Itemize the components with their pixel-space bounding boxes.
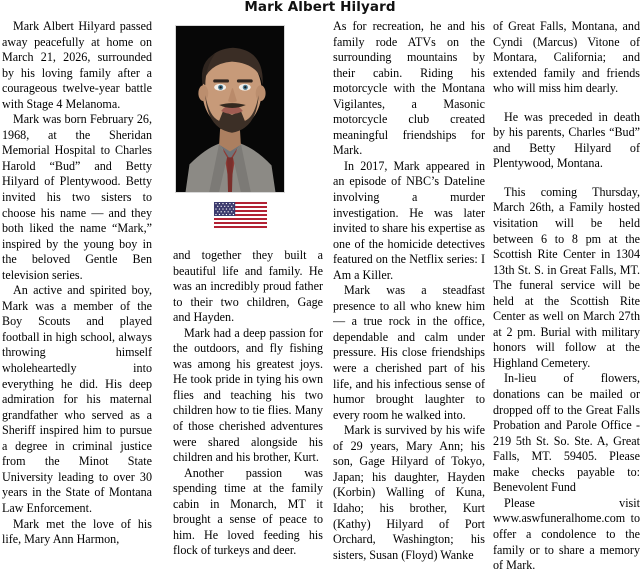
paragraph: Mark had a deep passion for the outdoors, and fly fishing was among his greatest joys. He took pride in tying his own flies and teaching his two children how to tie flies. Many of those cherished adventures were shared alongside his children and his brother, Kurt. xyxy=(173,325,323,465)
paragraph: An active and spirited boy, Mark was a member of the Boy Scouts and played football in high school, always throwing himself wholeheartedly into everything he did. His deep admiration for his maternal grandfather who served as a Sheriff inspired him to pursue a degree in criminal justice from the Minot State University leading to over 30 years in the State of Montana Law Enforcement. xyxy=(2,283,152,515)
paragraph: As for recreation, he and his family rode ATVs on the surrounding mountains by their cabin. Riding his motorcycle with the Montana Vigilantes, a Masonic motorcycle club created meaningful friendships for Mark. xyxy=(333,19,485,158)
text-column-3 xyxy=(333,19,485,581)
paragraph: Mark is survived by his wife of 29 years, Mary Ann; his son, Gage Hilyard of Tokyo, Japan; his daughter, Hayden (Korbin) Walling of Kuna, Idaho; his brother, Kurt (Kathy) Hilyard of Port Orchard, Washington; his sisters, Susan (Floyd) Wanke xyxy=(333,423,485,562)
text-column-1 xyxy=(2,19,152,581)
paragraph: This coming Thursday, March 26th, a Family hosted visitation will be held between 6 to 8 pm at the Scottish Rite Center in 1304 13th St. S. in Great Falls, MT. The funeral service will be held at the Scottish Rite Center as well on March 27th at 2 pm. Burial with military honors will follow at the Highland Cemetery. xyxy=(493,184,640,370)
paragraph: Mark was born February 26, 1968, at the Sheridan Memorial Hospital to Charles Harold “Bud” and Betty Hilyard of Plentywood. Betty invited his two sisters to choose his name — and they both liked the name “Mark,” inspired by the young boy in the beloved Gentle Ben television series. xyxy=(2,112,152,282)
paragraph: Mark was a steadfast presence to all who knew him — a true rock in the office, dependable and calm under pressure. His close friendships were a cherished part of his life, and his infectious sense of humor brought laughter to every room he walked into. xyxy=(333,283,485,422)
paragraph: Mark Albert Hilyard passed away peacefully at home on March 21, 2026, surrounded by his loving family after a courageous twelve-year battle with Stage 4 Melanoma. xyxy=(2,19,152,111)
paragraph: In 2017, Mark appeared in an episode of NBC’s Dateline involving a murder investigation. He was later invited to share his expertise as one of the homicide detectives featured on the Netflix series: I Am a Killer. xyxy=(333,158,485,282)
text-column-4 xyxy=(493,19,640,581)
paragraph: Another passion was spending time at the family cabin in Monarch, MT it brought a sense of peace to him. He loved feeding his flock of turkeys and deer. xyxy=(173,465,323,558)
text-column-2 xyxy=(173,248,323,581)
paragraph: In-lieu of flowers, donations can be mailed or dropped off to the Great Falls Probation and Parole Office - 219 5th St. So. Ste. A, Great Falls, MT. 59405. Please make checks payable to: Benevolent Fund xyxy=(493,371,640,495)
paragraph: Please visit www.aswfuneralhome.com to offer a condolence to the family or to share a memory of Mark. xyxy=(493,495,640,573)
page-title: Mark Albert Hilyard xyxy=(244,0,396,15)
paragraph: and together they built a beautiful life and family. He was an incredibly proud father to their two children, Gage and Hayden. xyxy=(173,248,323,325)
paragraph: He was preceded in death by his parents, Charles “Bud” and Betty Hilyard of Plentywood, Montana. xyxy=(493,109,640,171)
paragraph: of Great Falls, Montana, and Cyndi (Marcus) Vitone of Montara, California; and extended family and friends who will miss him dearly. xyxy=(493,19,640,96)
article-columns xyxy=(2,19,638,581)
paragraph: Mark met the love of his life, Mary Ann Harmon, xyxy=(2,516,152,547)
